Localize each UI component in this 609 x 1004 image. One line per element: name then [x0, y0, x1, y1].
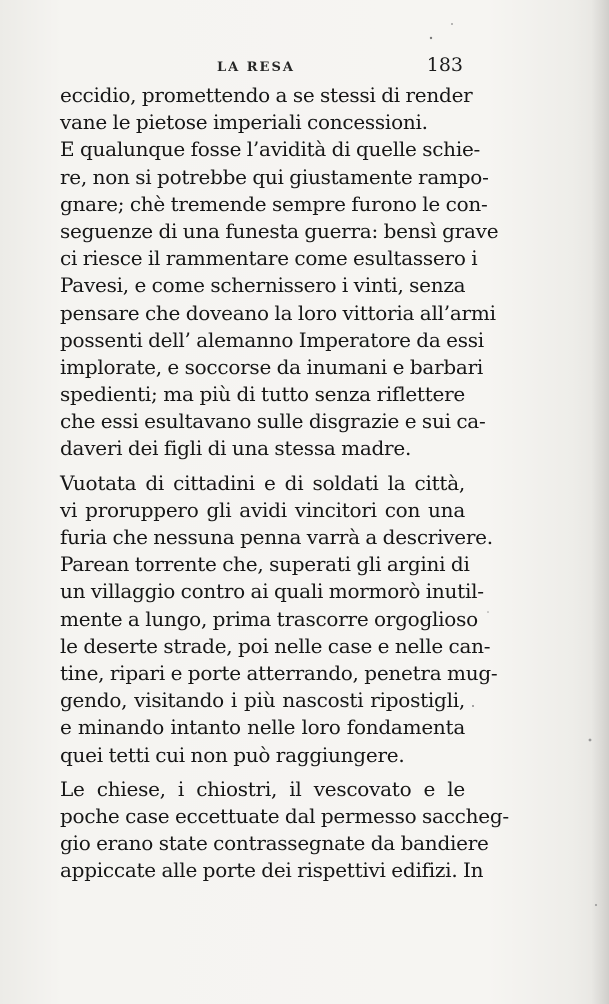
page-number: 183	[426, 54, 463, 76]
text-line: daveri dei figli di una stessa madre.	[60, 436, 412, 461]
text-line: le deserte strade, poi nelle case e nelle can-	[60, 633, 491, 658]
text-line: un villaggio contro ai quali mormorò inutil-	[60, 579, 484, 604]
text-line: possenti dell’ alemanno Imperatore da essi	[60, 327, 484, 352]
text-line: pensare che doveano la loro vittoria all’armi	[60, 300, 496, 325]
text-line: gendo, visitando i più nascosti ripostigli,	[60, 688, 465, 713]
paragraph	[60, 776, 509, 885]
text-line: Vuotata di cittadini e di soldati la città,	[60, 470, 465, 495]
page-edge-shadow	[591, 0, 609, 1004]
text-line: seguenze di una funesta guerra: bensì grave	[60, 218, 499, 243]
text-line: Parean torrente che, superati gli argini di	[60, 552, 470, 577]
text-line: ci riesce il rammentare come esultassero i	[60, 246, 478, 271]
text-line: eccidio, promettendo a se stessi di render	[60, 83, 473, 107]
paragraph	[60, 136, 499, 462]
text-line: poche case eccettuate dal permesso saccheg-	[60, 803, 509, 828]
body-text	[60, 82, 509, 884]
text-line: quei tetti cui non può raggiungere.	[60, 742, 405, 767]
paragraph	[60, 82, 473, 136]
text-line: che essi esultavano sulle disgrazie e sui ca-	[60, 409, 486, 434]
text-line: vane le pietose imperiali concessioni.	[60, 110, 428, 135]
text-line: re, non si potrebbe qui giustamente rampo-	[60, 164, 489, 189]
text-line: spedienti; ma più di tutto senza riflettere	[60, 382, 465, 407]
text-line: gio erano state contrassegnate da bandiere	[60, 831, 489, 856]
page-header	[55, 54, 466, 80]
text-line: furia che nessuna penna varrà a descrivere.	[60, 525, 493, 549]
text-line: vi proruppero gli avidi vincitori con una	[60, 497, 465, 522]
text-line: implorate, e soccorse da inumani e barbari	[60, 354, 484, 379]
text-line: mente a lungo, prima trascorre orgoglioso	[60, 606, 478, 631]
text-line: E qualunque fosse l’avidità di quelle schie-	[60, 137, 481, 162]
text-line: Le chiese, i chiostri, il vescovato e le	[60, 776, 465, 801]
text-line: tine, ripari e porte atterrando, penetra mug-	[60, 660, 498, 685]
text-line: gnare; chè tremende sempre furono le con-	[60, 191, 488, 216]
text-line: Pavesi, e come schernissero i vinti, senza	[60, 273, 466, 298]
text-line: appiccate alle porte dei rispettivi edifizi. In	[60, 858, 484, 883]
text-line: e minando intanto nelle loro fondamenta	[60, 715, 465, 740]
paragraph	[60, 470, 498, 769]
running-title: LA RESA	[217, 60, 295, 75]
